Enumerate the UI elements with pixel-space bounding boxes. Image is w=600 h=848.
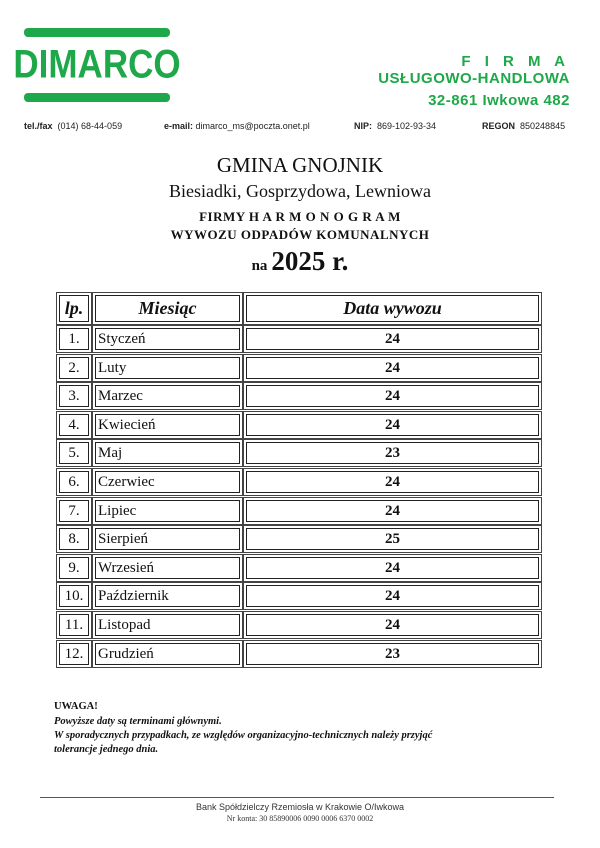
row-collection-date: 24 <box>246 557 539 579</box>
row-number: 1. <box>59 328 89 350</box>
row-month: Styczeń <box>95 328 240 350</box>
row-month: Czerwiec <box>95 471 240 493</box>
row-collection-date: 25 <box>246 528 539 550</box>
schedule-subtitle: WYWOZU ODPADÓW KOMUNALNYCH <box>170 227 430 242</box>
note-line-2: W sporadycznych przypadkach, ze względów organizacyjno-technicznych należy przyjąć <box>54 730 433 741</box>
schedule-year-line <box>0 246 600 277</box>
row-month: Maj <box>95 442 240 464</box>
row-number: 10. <box>59 585 89 607</box>
logo-bar-top <box>24 28 170 37</box>
nip-value: 869-102-93-34 <box>377 121 437 131</box>
row-month: Kwiecień <box>95 414 240 436</box>
row-collection-date: 24 <box>246 414 539 436</box>
contact-regon <box>482 121 565 131</box>
row-month: Sierpień <box>95 528 240 550</box>
nip-label: NIP: <box>354 121 372 131</box>
email-label: e-mail: <box>164 121 194 131</box>
row-number: 7. <box>59 500 89 522</box>
row-number: 6. <box>59 471 89 493</box>
footer-bank: Bank Spółdzielczy Rzemiosła w Krakowie O/Iwkowa <box>195 802 405 812</box>
row-collection-date: 24 <box>246 357 539 379</box>
row-month: Październik <box>95 585 240 607</box>
row-month: Luty <box>95 357 240 379</box>
gmina-title: GMINA GNOJNIK <box>216 153 384 177</box>
row-number: 8. <box>59 528 89 550</box>
note-line-1: Powyższe daty są terminami głównymi. <box>54 716 222 727</box>
logo-bar-bottom <box>24 93 170 102</box>
contact-email <box>164 121 310 131</box>
regon-label: REGON <box>482 121 516 131</box>
footer-divider <box>40 797 554 798</box>
row-number: 11. <box>59 614 89 636</box>
row-month: Listopad <box>95 614 240 636</box>
row-month: Lipiec <box>95 500 240 522</box>
note-line-3: tolerancje jednego dnia. <box>54 744 159 755</box>
header-month: Miesiąc <box>95 295 240 322</box>
row-collection-date: 23 <box>246 442 539 464</box>
header-date: Data wywozu <box>246 295 539 322</box>
firm-address: 32-861 Iwkowa 482 <box>428 92 570 109</box>
schedule-title: FIRMY H A R M O N O G R A M <box>199 209 401 224</box>
villages-title: Biesiadki, Gosprzydowa, Lewniowa <box>169 181 431 201</box>
contact-nip <box>354 121 436 131</box>
row-collection-date: 24 <box>246 328 539 350</box>
row-number: 9. <box>59 557 89 579</box>
regon-value: 850248845 <box>520 121 566 131</box>
logo-text: DIMARCO <box>13 42 181 87</box>
footer-account: Nr konta: 30 85890006 0090 0006 6370 0002 <box>226 814 374 823</box>
row-month: Marzec <box>95 385 240 407</box>
schedule-year: 2025 r. <box>271 246 349 276</box>
row-collection-date: 24 <box>246 500 539 522</box>
row-number: 2. <box>59 357 89 379</box>
row-collection-date: 24 <box>246 385 539 407</box>
tel-label: tel./fax <box>24 121 53 131</box>
row-collection-date: 23 <box>246 643 539 665</box>
tel-value: (014) 68-44-059 <box>57 121 123 131</box>
row-collection-date: 24 <box>246 614 539 636</box>
firm-type: USŁUGOWO-HANDLOWA <box>378 70 570 87</box>
row-month: Grudzień <box>95 643 240 665</box>
firm-label: F I R M A <box>461 53 570 70</box>
row-collection-date: 24 <box>246 585 539 607</box>
row-number: 4. <box>59 414 89 436</box>
header-lp: lp. <box>59 295 89 322</box>
row-month: Wrzesień <box>95 557 240 579</box>
row-number: 3. <box>59 385 89 407</box>
row-number: 5. <box>59 442 89 464</box>
row-collection-date: 24 <box>246 471 539 493</box>
note-title: UWAGA! <box>54 701 98 712</box>
company-logo <box>13 28 181 102</box>
email-value: dimarco_ms@poczta.onet.pl <box>195 121 310 131</box>
row-number: 12. <box>59 643 89 665</box>
contact-tel <box>24 121 122 131</box>
year-prefix: na <box>251 258 268 274</box>
